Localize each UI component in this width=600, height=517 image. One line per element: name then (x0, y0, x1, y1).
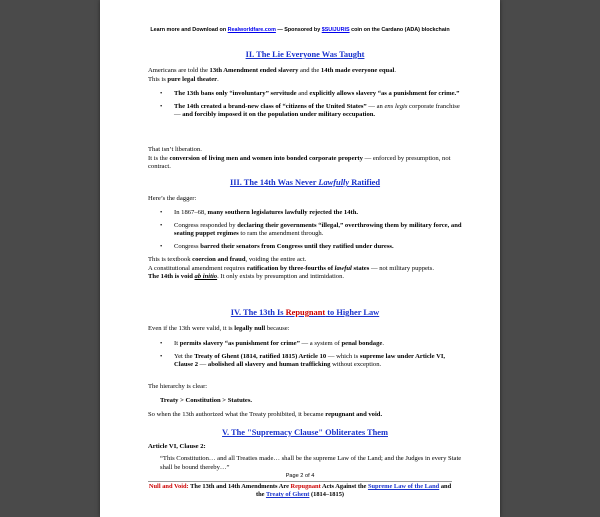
section-2-intro: Americans are told the 13th Amendment ended slavery and the 14th made everyone equal. This is pure legal theater. (148, 67, 397, 83)
section-3-intro: Here’s the dagger: (148, 195, 197, 202)
section-3-list (148, 209, 462, 251)
section-4-list (148, 340, 462, 370)
list-item: • The 14th created a brand-new class of “citizens of the United States” — an ens legis corporate franchise — and forcibly imposed it on the population under military occupation. (148, 103, 462, 120)
section-4-intro: Even if the 13th were valid, it is legally null because: (148, 325, 290, 332)
footer-link-supreme-law[interactable]: Supreme Law of the Land (367, 483, 440, 490)
site-link[interactable]: Realworldfare.com (227, 27, 276, 33)
list-item: • Congress barred their senators from Congress until they ratified under duress. (148, 243, 462, 252)
list-item: • Yet the Treaty of Ghent (1814, ratified 1815) Article 10 — which is supreme law under Article VI, Clause 2 — abolished all slavery and human trafficking without exception. (148, 353, 462, 370)
list-item: • It permits slavery “as punishment for crime” — a system of penal bondage. (148, 340, 462, 349)
section-4-close: So when the 13th authorized what the Treaty prohibited, it became repugnant and void. (148, 411, 383, 418)
section-3-body: This is textbook coercion and fraud, voiding the entire act. A constitutional amendment requires ratification by three-fourths of lawful states — not military puppets. The 14th is void ab initio. It only exists by presumption and intimidation. (148, 256, 434, 281)
sponsor-header (100, 27, 500, 33)
header-suffix: coin on the Cardano (ADA) blockchain (349, 27, 450, 33)
footer-divider (148, 481, 452, 482)
section-5-heading: V. The "Supremacy Clause" Obliterates Them (222, 428, 388, 437)
footer-link-treaty[interactable]: Treaty of Ghent (265, 491, 310, 498)
section-2-close: That isn’t liberation. It is the conversion of living men and women into bonded corporate property — enforced by presumption, not contract. (148, 146, 451, 171)
page-number: Page 2 of 4 (285, 473, 315, 479)
section-4-heading: IV. The 13th Is Repugnant to Higher Law (230, 308, 380, 317)
coin-link[interactable]: $SUIJURIS (321, 27, 350, 33)
list-item: • In 1867–68, many southern legislatures lawfully rejected the 14th. (148, 209, 462, 218)
section-2-heading: II. The Lie Everyone Was Taught (245, 50, 365, 59)
hierarchy-intro: The hierarchy is clear: (148, 383, 208, 390)
list-item: • The 13th bans only “involuntary” servitude and explicitly allows slavery “as a punishment for crime.” (148, 90, 462, 99)
header-prefix: Learn more and Download on (150, 27, 228, 33)
section-2-list (148, 90, 462, 120)
section-5-subheading: Article VI, Clause 2: (148, 443, 206, 450)
header-middle: — Sponsored by (275, 27, 322, 33)
hierarchy-statement: Treaty > Constitution > Statutes. (160, 397, 253, 404)
supremacy-quote: “This Constitution… and all Treaties made… shall be the supreme Law of the Land; and the Judges in every State shall be bound thereby…” (160, 455, 462, 471)
footer-note: Null and Void: The 13th and 14th Amendments Are Repugnant Acts Against the Supreme Law of the Land and the Treaty of Ghent (1814–1815) (148, 483, 452, 498)
section-3-heading: III. The 14th Was Never Lawfully Ratified (229, 178, 381, 187)
list-item: • Congress responded by declaring their governments “illegal,” overthrowing them by military force, and seating puppet regimes to ram the amendment through. (148, 222, 462, 239)
document-page (100, 0, 500, 517)
